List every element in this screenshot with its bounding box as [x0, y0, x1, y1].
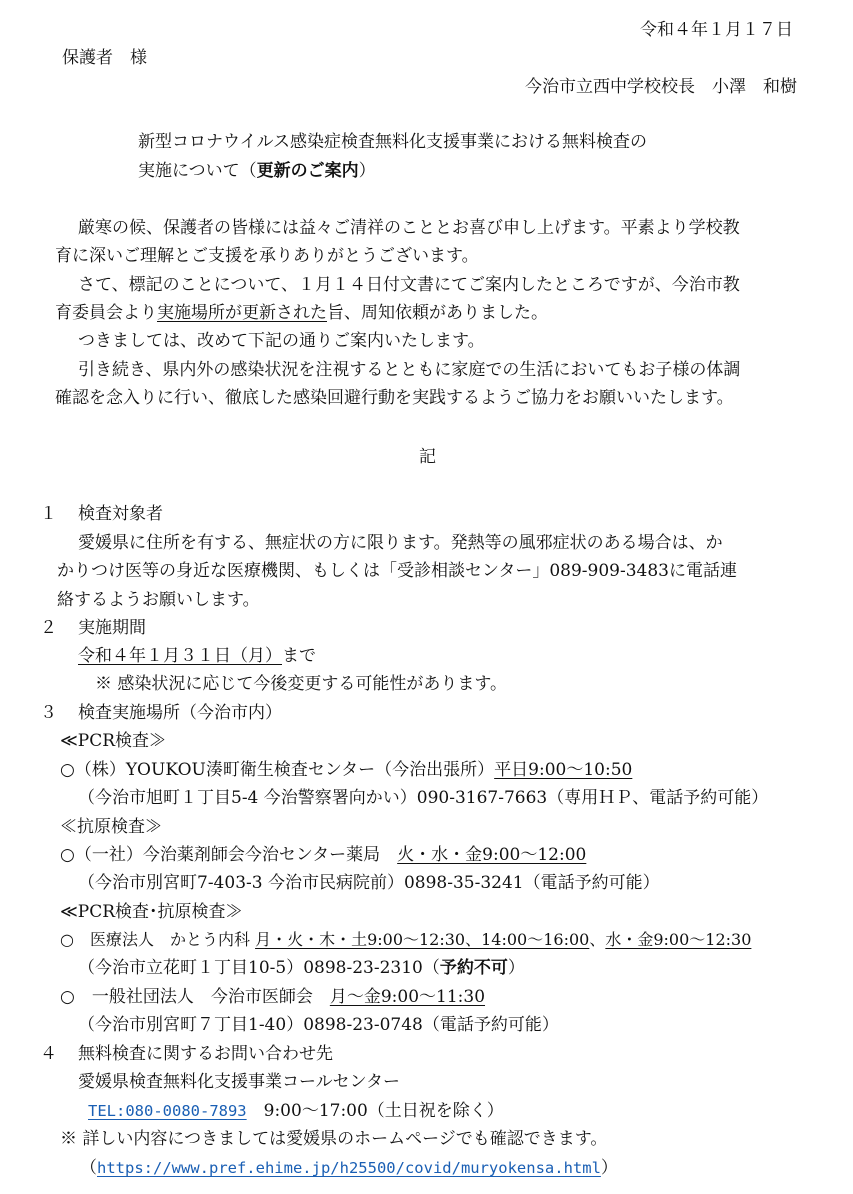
paragraph-4-line-1: 引き続き、県内外の感染状況を注視するとともに家庭での生活においてもお子様の体調	[78, 360, 741, 380]
clinic-kato-hours-2: 水・金9:00～12:30	[605, 930, 752, 949]
ehime-website-link[interactable]: https://www.pref.ehime.jp/h25500/covid/muryokensa.html	[97, 1159, 601, 1177]
title-line-2: 実施について（更新のご案内）	[138, 161, 376, 181]
antigen-site: ○（一社）今治薬剤師会今治センター薬局 火・水・金9:00～12:00	[60, 845, 587, 865]
paragraph-2-line-1: さて、標記のことについて、１月１４日付文書にてご案内したところですが、今治市教	[78, 275, 740, 295]
call-center-name: 愛媛県検査無料化支援事業コールセンター	[78, 1072, 400, 1092]
section-4-number: ４	[40, 1044, 57, 1064]
antigen-site-address: （今治市別宮町7-403-3 今治市民病院前）0898-35-3241（電話予約可能）	[78, 873, 660, 893]
date: 令和４年１月１７日	[640, 20, 793, 40]
pcr-label: ≪PCR検査≫	[60, 731, 167, 751]
paragraph-3: つきましては、改めて下記の通りご案内いたします。	[78, 331, 485, 351]
paragraph-1-line-1: 厳寒の候、保護者の皆様には益々ご清祥のこととお喜び申し上げます。平素より学校教	[78, 218, 740, 238]
title-update-notice: 更新のご案内	[256, 161, 359, 181]
sender: 今治市立西中学校校長 小澤 和樹	[525, 77, 797, 97]
section-2-number: ２	[40, 618, 57, 638]
medical-association-address: （今治市別宮町７丁目1-40）0898-23-0748（電話予約可能）	[78, 1015, 559, 1035]
ki-heading: 記	[419, 447, 436, 467]
both-tests-label: ≪PCR検査･抗原検査≫	[60, 902, 243, 922]
section-1-line-2: かりつけ医等の身近な医療機関、もしくは「受診相談センター」089-909-3483に電話連	[57, 561, 737, 581]
call-center-contact: TEL:080-0080-7893 9:00～17:00（土日祝を除く）	[88, 1101, 504, 1121]
clinic-kato-hours-1: 月・火・木・土9:00～12:30、14:00～16:00	[255, 930, 590, 949]
pcr-site-address: （今治市旭町１丁目5-4 今治警察署向かい）090-3167-7663（専用ＨＰ、電話予約可能）	[78, 788, 769, 808]
section-1-line-1: 愛媛県に住所を有する、無症状の方に限ります。発熱等の風邪症状のある場合は、か	[78, 533, 723, 553]
recipient: 保護者 様	[62, 48, 147, 68]
clinic-kato-address: （今治市立花町１丁目10-5）0898-23-2310（予約不可）	[78, 958, 525, 978]
clinic-kato: ○ 医療法人 かとう内科 月・火・木・土9:00～12:30、14:00～16:00、水・金9:00～12:30	[60, 930, 752, 949]
antigen-label: ≪抗原検査≫	[60, 817, 162, 837]
section-3-number: ３	[40, 703, 57, 723]
pcr-site-hours: 平日9:00～10:50	[494, 760, 633, 780]
testing-period: 令和４年１月３１日（月）まで	[78, 646, 316, 666]
section-1-number: １	[40, 504, 57, 524]
pcr-site: ○（株）YOUKOU湊町衛生検査センター（今治出張所）平日9:00～10:50	[60, 760, 633, 780]
testing-period-date: 令和４年１月３１日（月）	[78, 646, 282, 666]
updated-location-emphasis: 実施場所が更新された	[157, 303, 327, 323]
paragraph-1-line-2: 育に深いご理解とご支援を承りありがとうございます。	[55, 246, 479, 266]
no-reservation-note: 予約不可	[439, 958, 508, 978]
medical-association-site: ○ 一般社団法人 今治市医師会 月～金9:00～11:30	[60, 987, 486, 1007]
paragraph-4-line-2: 確認を念入りに行い、徹底した感染回避行動を実践するようご協力をお願いいたします。	[55, 388, 734, 408]
title-line-1: 新型コロナウイルス感染症検査無料化支援事業における無料検査の	[138, 132, 647, 152]
section-2-note: ※ 感染状況に応じて今後変更する可能性があります。	[95, 674, 508, 694]
section-3-heading: 検査実施場所（今治市内）	[78, 703, 282, 723]
section-4-note: ※ 詳しい内容につきましては愛媛県のホームページでも確認できます。	[60, 1129, 608, 1149]
call-center-tel-link[interactable]: TEL:080-0080-7893	[88, 1102, 247, 1120]
section-2-heading: 実施期間	[78, 618, 146, 638]
ehime-url: （https://www.pref.ehime.jp/h25500/covid/muryokensa.html）	[80, 1158, 618, 1178]
section-1-heading: 検査対象者	[78, 504, 163, 524]
antigen-site-hours: 火・水・金9:00～12:00	[397, 845, 587, 865]
paragraph-2-line-2: 育委員会より実施場所が更新された旨、周知依頼がありました。	[55, 303, 548, 323]
medical-association-hours: 月～金9:00～11:30	[329, 987, 486, 1007]
section-1-line-3: 絡するようお願いします。	[57, 590, 260, 610]
section-4-heading: 無料検査に関するお問い合わせ先	[78, 1044, 333, 1064]
